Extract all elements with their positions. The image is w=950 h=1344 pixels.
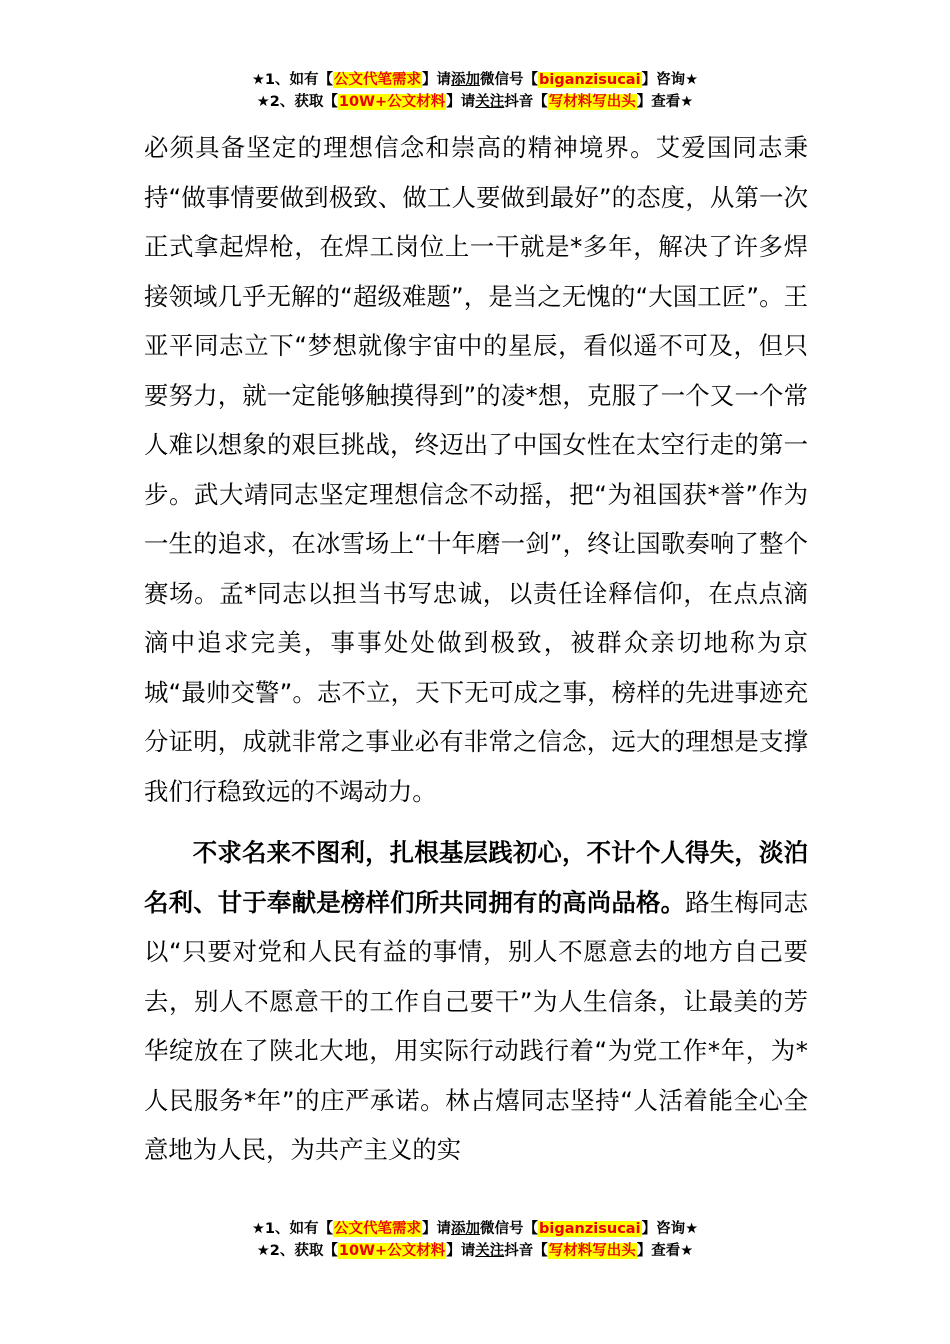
footer-wechat-id-highlight: biganzisucai bbox=[539, 1221, 641, 1237]
footer-line-2 bbox=[0, 1240, 950, 1262]
banner-line-1-mid2: 微信号【 bbox=[480, 72, 539, 88]
footer-line-1-mid: 】请 bbox=[422, 1221, 452, 1237]
footer-line-1-mid2: 微信号【 bbox=[480, 1221, 539, 1237]
header-banner bbox=[0, 69, 950, 113]
banner-line-2-mid2: 抖音【 bbox=[504, 94, 548, 110]
service-highlight: 公文代笔需求 bbox=[334, 72, 422, 88]
footer-line-1-suffix: 】咨询★ bbox=[641, 1221, 699, 1237]
footer-service-highlight: 公文代笔需求 bbox=[334, 1221, 422, 1237]
banner-line-1-suffix: 】咨询★ bbox=[641, 72, 699, 88]
footer-line-2-mid2: 抖音【 bbox=[504, 1243, 548, 1259]
banner-line-1-mid: 】请 bbox=[422, 72, 452, 88]
paragraph-2 bbox=[144, 828, 808, 1175]
banner-line-2 bbox=[0, 91, 950, 113]
banner-line-2-mid: 】请 bbox=[446, 94, 476, 110]
banner-line-2-prefix: ★2、获取【 bbox=[256, 94, 338, 110]
footer-douyin-account-highlight: 写材料写出头 bbox=[548, 1243, 636, 1259]
document-body bbox=[144, 123, 808, 1175]
footer-line-2-prefix: ★2、获取【 bbox=[256, 1243, 338, 1259]
footer-line-2-suffix: 】查看★ bbox=[636, 1243, 694, 1259]
footer-line-1 bbox=[0, 1218, 950, 1240]
banner-line-1 bbox=[0, 69, 950, 91]
footer-line-1-prefix: ★1、如有【 bbox=[251, 1221, 334, 1237]
wechat-id-highlight: biganzisucai bbox=[539, 72, 641, 88]
douyin-account-highlight: 写材料写出头 bbox=[548, 94, 636, 110]
banner-line-1-prefix: ★1、如有【 bbox=[251, 72, 334, 88]
paragraph-1: 必须具备坚定的理想信念和崇高的精神境界。艾爱国同志秉持“做事情要做到极致、做工人要做到最好”的态度，从第一次正式拿起焊枪，在焊工岗位上一干就是*多年，解决了许多焊接领域几乎无解的“超级难题”，是当之无愧的“大国工匠”。王亚平同志立下“梦想就像宇宙中的星辰，看似遥不可及，但只要努力，就一定能够触摸得到”的凌*想，克服了一个又一个常人难以想象的艰巨挑战，终迈出了中国女性在太空行走的第一步。武大靖同志坚定理想信念不动摇，把“为祖国获*誉”作为一生的追求，在冰雪场上“十年磨一剑”，终让国歌奏响了整个赛场。孟*同志以担当书写忠诚，以责任诠释信仰，在点点滴滴中追求完美，事事处处做到极致，被群众亲切地称为京城“最帅交警”。志不立，天下无可成之事，榜样的先进事迹充分证明，成就非常之事业必有非常之信念，远大的理想是支撑我们行稳致远的不竭动力。 bbox=[144, 133, 808, 806]
paragraph-2-lead: 不求名来不图利，扎根基层践初心，不计个人得失，淡泊名利、甘于奉献是榜样们所共同拥有的高尚品格。 bbox=[144, 838, 808, 917]
banner-line-2-suffix: 】查看★ bbox=[636, 94, 694, 110]
footer-add-underlined: 添加 bbox=[451, 1221, 481, 1237]
footer-materials-highlight: 10W+公文材料 bbox=[338, 1243, 446, 1259]
materials-highlight: 10W+公文材料 bbox=[338, 94, 446, 110]
footer-banner bbox=[0, 1218, 950, 1262]
footer-follow-underlined: 关注 bbox=[475, 1243, 505, 1259]
add-underlined: 添加 bbox=[451, 72, 481, 88]
paragraph-2-text: 路生梅同志以“只要对党和人民有益的事情，别人不愿意去的地方自己要去，别人不愿意干的工作自己要干”为人生信条，让最美的芳华绽放在了陕北大地，用实际行动践行着“为党工作*年，为*人民服务*年”的庄严承诺。林占熺同志坚持“人活着能全心全意地为人民，为共产主义的实 bbox=[144, 887, 808, 1164]
follow-underlined: 关注 bbox=[475, 94, 505, 110]
footer-line-2-mid: 】请 bbox=[446, 1243, 476, 1259]
